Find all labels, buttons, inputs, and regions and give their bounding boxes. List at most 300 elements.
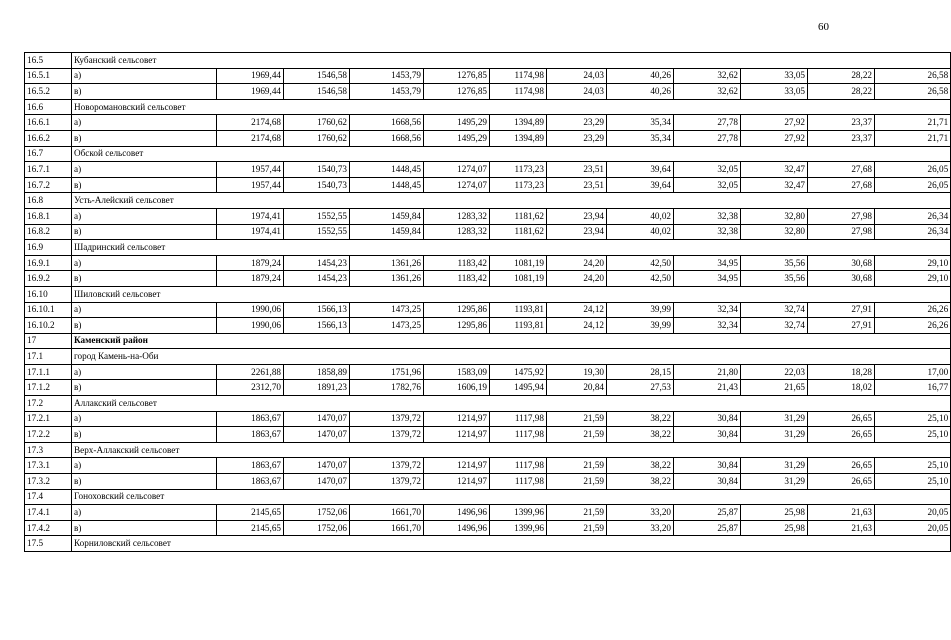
value-cell: 21,59 — [547, 505, 607, 521]
value-cell: 30,68 — [808, 255, 875, 271]
section-row — [25, 442, 951, 458]
value-cell: 22,03 — [741, 364, 808, 380]
value-cell: 25,10 — [875, 474, 951, 490]
value-cell: 1379,72 — [350, 474, 424, 490]
value-cell: 1473,25 — [350, 318, 424, 334]
value-cell: 1454,23 — [284, 255, 350, 271]
value-cell: 21,59 — [547, 427, 607, 443]
value-cell: 1276,85 — [424, 84, 490, 100]
value-cell: 30,84 — [674, 474, 741, 490]
value-cell: 21,59 — [547, 474, 607, 490]
value-cell: 32,47 — [741, 162, 808, 178]
value-cell: 28,22 — [808, 84, 875, 100]
value-cell: 32,38 — [674, 208, 741, 224]
table-body — [25, 53, 951, 552]
row-code: 17.2 — [25, 396, 72, 412]
value-cell: 26,34 — [875, 208, 951, 224]
value-cell: 40,02 — [607, 208, 674, 224]
row-code: 16.10.1 — [25, 302, 72, 318]
value-cell: 21,65 — [741, 380, 808, 396]
value-cell: 32,38 — [674, 224, 741, 240]
section-row — [25, 193, 951, 209]
row-label: в) — [72, 224, 217, 240]
value-cell: 38,22 — [607, 427, 674, 443]
section-row — [25, 286, 951, 302]
value-cell: 1540,73 — [284, 162, 350, 178]
value-cell: 26,65 — [808, 427, 875, 443]
value-cell: 1274,07 — [424, 162, 490, 178]
value-cell: 2174,68 — [217, 115, 284, 131]
row-code: 16.9 — [25, 240, 72, 256]
row-code: 16.7 — [25, 146, 72, 162]
row-title: Каменский район — [72, 333, 951, 349]
row-label: а) — [72, 411, 217, 427]
value-cell: 27,68 — [808, 162, 875, 178]
value-cell: 2174,68 — [217, 130, 284, 146]
value-cell: 1473,25 — [350, 302, 424, 318]
value-cell: 1552,55 — [284, 208, 350, 224]
value-cell: 24,20 — [547, 271, 607, 287]
value-cell: 29,10 — [875, 271, 951, 287]
row-code: 17.4.1 — [25, 505, 72, 521]
row-code: 16.5.1 — [25, 68, 72, 84]
section-row — [25, 240, 951, 256]
value-cell: 1858,89 — [284, 364, 350, 380]
value-cell: 1475,92 — [490, 364, 547, 380]
value-cell: 1470,07 — [284, 427, 350, 443]
value-cell: 21,59 — [547, 411, 607, 427]
value-cell: 33,20 — [607, 520, 674, 536]
value-cell: 1399,96 — [490, 505, 547, 521]
value-cell: 27,78 — [674, 130, 741, 146]
value-cell: 1117,98 — [490, 427, 547, 443]
table-row — [25, 318, 951, 334]
value-cell: 1752,06 — [284, 505, 350, 521]
value-cell: 35,56 — [741, 271, 808, 287]
value-cell: 29,10 — [875, 255, 951, 271]
value-cell: 1295,86 — [424, 318, 490, 334]
value-cell: 1760,62 — [284, 130, 350, 146]
value-cell: 1957,44 — [217, 177, 284, 193]
value-cell: 1974,41 — [217, 208, 284, 224]
value-cell: 32,05 — [674, 162, 741, 178]
value-cell: 32,05 — [674, 177, 741, 193]
row-title: Верх-Аллакский сельсовет — [72, 442, 951, 458]
value-cell: 1969,44 — [217, 84, 284, 100]
row-code: 16.9.1 — [25, 255, 72, 271]
row-code: 16.8.2 — [25, 224, 72, 240]
row-title: Шиловский сельсовет — [72, 286, 951, 302]
value-cell: 1081,19 — [490, 271, 547, 287]
row-title: город Камень-на-Оби — [72, 349, 951, 365]
value-cell: 33,20 — [607, 505, 674, 521]
table-row — [25, 162, 951, 178]
tariff-table — [24, 52, 951, 552]
value-cell: 1606,19 — [424, 380, 490, 396]
row-code: 16.5.2 — [25, 84, 72, 100]
section-row — [25, 53, 951, 69]
value-cell: 2312,70 — [217, 380, 284, 396]
value-cell: 26,26 — [875, 318, 951, 334]
value-cell: 27,98 — [808, 208, 875, 224]
value-cell: 1117,98 — [490, 458, 547, 474]
table-row — [25, 380, 951, 396]
row-code: 16.8.1 — [25, 208, 72, 224]
value-cell: 1183,42 — [424, 271, 490, 287]
value-cell: 1399,96 — [490, 520, 547, 536]
row-label: в) — [72, 84, 217, 100]
table-row — [25, 84, 951, 100]
row-label: а) — [72, 255, 217, 271]
row-code: 16.5 — [25, 53, 72, 69]
value-cell: 1361,26 — [350, 271, 424, 287]
value-cell: 1459,84 — [350, 208, 424, 224]
value-cell: 21,63 — [808, 520, 875, 536]
row-label: в) — [72, 318, 217, 334]
value-cell: 24,03 — [547, 84, 607, 100]
value-cell: 1453,79 — [350, 84, 424, 100]
value-cell: 40,02 — [607, 224, 674, 240]
value-cell: 23,37 — [808, 115, 875, 131]
value-cell: 38,22 — [607, 458, 674, 474]
value-cell: 1081,19 — [490, 255, 547, 271]
value-cell: 32,80 — [741, 224, 808, 240]
value-cell: 1181,62 — [490, 208, 547, 224]
value-cell: 1566,13 — [284, 318, 350, 334]
value-cell: 1583,09 — [424, 364, 490, 380]
value-cell: 1470,07 — [284, 474, 350, 490]
value-cell: 34,95 — [674, 255, 741, 271]
value-cell: 26,26 — [875, 302, 951, 318]
value-cell: 1181,62 — [490, 224, 547, 240]
value-cell: 42,50 — [607, 255, 674, 271]
row-label: в) — [72, 271, 217, 287]
value-cell: 33,05 — [741, 68, 808, 84]
value-cell: 1495,94 — [490, 380, 547, 396]
value-cell: 24,03 — [547, 68, 607, 84]
value-cell: 32,80 — [741, 208, 808, 224]
value-cell: 27,68 — [808, 177, 875, 193]
value-cell: 25,10 — [875, 458, 951, 474]
value-cell: 1174,98 — [490, 84, 547, 100]
value-cell: 27,92 — [741, 115, 808, 131]
value-cell: 26,65 — [808, 458, 875, 474]
value-cell: 18,28 — [808, 364, 875, 380]
value-cell: 24,12 — [547, 302, 607, 318]
value-cell: 30,84 — [674, 427, 741, 443]
value-cell: 27,91 — [808, 318, 875, 334]
row-code: 17.1.2 — [25, 380, 72, 396]
value-cell: 25,10 — [875, 427, 951, 443]
value-cell: 20,05 — [875, 520, 951, 536]
row-code: 16.6.2 — [25, 130, 72, 146]
value-cell: 40,26 — [607, 84, 674, 100]
value-cell: 1760,62 — [284, 115, 350, 131]
row-code: 17.4.2 — [25, 520, 72, 536]
value-cell: 32,34 — [674, 302, 741, 318]
value-cell: 16,77 — [875, 380, 951, 396]
value-cell: 18,02 — [808, 380, 875, 396]
value-cell: 39,99 — [607, 302, 674, 318]
value-cell: 1470,07 — [284, 458, 350, 474]
value-cell: 31,29 — [741, 474, 808, 490]
value-cell: 39,99 — [607, 318, 674, 334]
value-cell: 1174,98 — [490, 68, 547, 84]
value-cell: 1540,73 — [284, 177, 350, 193]
value-cell: 1752,06 — [284, 520, 350, 536]
value-cell: 1295,86 — [424, 302, 490, 318]
value-cell: 1974,41 — [217, 224, 284, 240]
value-cell: 1454,23 — [284, 271, 350, 287]
row-code: 17.2.1 — [25, 411, 72, 427]
value-cell: 31,29 — [741, 458, 808, 474]
value-cell: 25,98 — [741, 520, 808, 536]
value-cell: 24,12 — [547, 318, 607, 334]
row-title: Гоноховский сельсовет — [72, 489, 951, 505]
value-cell: 1470,07 — [284, 411, 350, 427]
value-cell: 2145,65 — [217, 520, 284, 536]
row-label: а) — [72, 115, 217, 131]
value-cell: 30,84 — [674, 411, 741, 427]
row-code: 16.8 — [25, 193, 72, 209]
value-cell: 20,84 — [547, 380, 607, 396]
value-cell: 1969,44 — [217, 68, 284, 84]
table-row — [25, 427, 951, 443]
value-cell: 42,50 — [607, 271, 674, 287]
row-code: 16.6 — [25, 99, 72, 115]
value-cell: 25,98 — [741, 505, 808, 521]
value-cell: 1274,07 — [424, 177, 490, 193]
value-cell: 1214,97 — [424, 458, 490, 474]
value-cell: 1117,98 — [490, 474, 547, 490]
section-row — [25, 146, 951, 162]
value-cell: 1863,67 — [217, 474, 284, 490]
value-cell: 1394,89 — [490, 115, 547, 131]
value-cell: 1863,67 — [217, 458, 284, 474]
value-cell: 38,22 — [607, 411, 674, 427]
value-cell: 2261,88 — [217, 364, 284, 380]
value-cell: 1193,81 — [490, 302, 547, 318]
table-row — [25, 208, 951, 224]
table-row — [25, 177, 951, 193]
value-cell: 1496,96 — [424, 520, 490, 536]
table-row — [25, 458, 951, 474]
value-cell: 23,29 — [547, 115, 607, 131]
value-cell: 25,87 — [674, 520, 741, 536]
row-code: 17.3.1 — [25, 458, 72, 474]
value-cell: 21,59 — [547, 520, 607, 536]
row-label: а) — [72, 162, 217, 178]
row-label: в) — [72, 130, 217, 146]
value-cell: 1879,24 — [217, 271, 284, 287]
row-label: в) — [72, 520, 217, 536]
row-code: 17.3.2 — [25, 474, 72, 490]
value-cell: 27,78 — [674, 115, 741, 131]
row-label: в) — [72, 474, 217, 490]
value-cell: 34,95 — [674, 271, 741, 287]
value-cell: 32,47 — [741, 177, 808, 193]
value-cell: 32,62 — [674, 68, 741, 84]
table-row — [25, 411, 951, 427]
value-cell: 35,56 — [741, 255, 808, 271]
table-row — [25, 302, 951, 318]
value-cell: 1283,32 — [424, 208, 490, 224]
value-cell: 39,64 — [607, 162, 674, 178]
table-row — [25, 364, 951, 380]
row-title: Обской сельсовет — [72, 146, 951, 162]
row-title: Шадринский сельсовет — [72, 240, 951, 256]
row-code: 17.3 — [25, 442, 72, 458]
row-label: в) — [72, 380, 217, 396]
row-code: 16.9.2 — [25, 271, 72, 287]
row-title: Усть-Алейский сельсовет — [72, 193, 951, 209]
value-cell: 23,51 — [547, 177, 607, 193]
value-cell: 28,22 — [808, 68, 875, 84]
row-code: 17.1 — [25, 349, 72, 365]
value-cell: 27,92 — [741, 130, 808, 146]
row-code: 17 — [25, 333, 72, 349]
value-cell: 20,05 — [875, 505, 951, 521]
value-cell: 32,62 — [674, 84, 741, 100]
row-code: 16.10.2 — [25, 318, 72, 334]
value-cell: 23,29 — [547, 130, 607, 146]
section-row — [25, 536, 951, 552]
row-title: Новоромановский сельсовет — [72, 99, 951, 115]
value-cell: 23,51 — [547, 162, 607, 178]
value-cell: 26,58 — [875, 68, 951, 84]
value-cell: 1193,81 — [490, 318, 547, 334]
table-row — [25, 505, 951, 521]
value-cell: 1661,70 — [350, 505, 424, 521]
row-label: а) — [72, 505, 217, 521]
row-code: 16.7.2 — [25, 177, 72, 193]
value-cell: 1173,23 — [490, 162, 547, 178]
value-cell: 1379,72 — [350, 427, 424, 443]
value-cell: 28,15 — [607, 364, 674, 380]
value-cell: 32,74 — [741, 302, 808, 318]
value-cell: 1546,58 — [284, 68, 350, 84]
row-label: в) — [72, 427, 217, 443]
value-cell: 1782,76 — [350, 380, 424, 396]
value-cell: 1283,32 — [424, 224, 490, 240]
value-cell: 1957,44 — [217, 162, 284, 178]
value-cell: 1276,85 — [424, 68, 490, 84]
row-title: Корниловский сельсовет — [72, 536, 951, 552]
value-cell: 21,59 — [547, 458, 607, 474]
table-row — [25, 130, 951, 146]
value-cell: 1117,98 — [490, 411, 547, 427]
value-cell: 30,84 — [674, 458, 741, 474]
table-row — [25, 474, 951, 490]
value-cell: 27,98 — [808, 224, 875, 240]
value-cell: 1453,79 — [350, 68, 424, 84]
value-cell: 1891,23 — [284, 380, 350, 396]
table-row — [25, 115, 951, 131]
value-cell: 1751,96 — [350, 364, 424, 380]
value-cell: 26,05 — [875, 177, 951, 193]
value-cell: 31,29 — [741, 427, 808, 443]
value-cell: 33,05 — [741, 84, 808, 100]
value-cell: 1879,24 — [217, 255, 284, 271]
value-cell: 25,10 — [875, 411, 951, 427]
row-label: а) — [72, 458, 217, 474]
value-cell: 26,65 — [808, 474, 875, 490]
value-cell: 17,00 — [875, 364, 951, 380]
value-cell: 1379,72 — [350, 458, 424, 474]
value-cell: 24,20 — [547, 255, 607, 271]
value-cell: 27,91 — [808, 302, 875, 318]
value-cell: 1361,26 — [350, 255, 424, 271]
value-cell: 23,94 — [547, 224, 607, 240]
row-code: 16.7.1 — [25, 162, 72, 178]
value-cell: 1183,42 — [424, 255, 490, 271]
value-cell: 19,30 — [547, 364, 607, 380]
table-row — [25, 520, 951, 536]
value-cell: 21,63 — [808, 505, 875, 521]
value-cell: 1863,67 — [217, 427, 284, 443]
value-cell: 1394,89 — [490, 130, 547, 146]
value-cell: 1661,70 — [350, 520, 424, 536]
value-cell: 31,29 — [741, 411, 808, 427]
value-cell: 26,65 — [808, 411, 875, 427]
value-cell: 1448,45 — [350, 162, 424, 178]
row-code: 17.5 — [25, 536, 72, 552]
value-cell: 35,34 — [607, 115, 674, 131]
value-cell: 1990,06 — [217, 318, 284, 334]
value-cell: 23,37 — [808, 130, 875, 146]
row-code: 16.6.1 — [25, 115, 72, 131]
value-cell: 2145,65 — [217, 505, 284, 521]
value-cell: 1496,96 — [424, 505, 490, 521]
section-row — [25, 489, 951, 505]
row-code: 17.4 — [25, 489, 72, 505]
value-cell: 38,22 — [607, 474, 674, 490]
table-row — [25, 68, 951, 84]
section-row — [25, 396, 951, 412]
row-code: 16.10 — [25, 286, 72, 302]
section-row — [25, 99, 951, 115]
value-cell: 21,43 — [674, 380, 741, 396]
value-cell: 1546,58 — [284, 84, 350, 100]
value-cell: 1173,23 — [490, 177, 547, 193]
value-cell: 1495,29 — [424, 115, 490, 131]
value-cell: 1459,84 — [350, 224, 424, 240]
row-label: а) — [72, 302, 217, 318]
district-row — [25, 333, 951, 349]
value-cell: 30,68 — [808, 271, 875, 287]
value-cell: 21,71 — [875, 130, 951, 146]
row-title: Аллакский сельсовет — [72, 396, 951, 412]
value-cell: 26,58 — [875, 84, 951, 100]
value-cell: 23,94 — [547, 208, 607, 224]
value-cell: 1566,13 — [284, 302, 350, 318]
value-cell: 1990,06 — [217, 302, 284, 318]
value-cell: 26,05 — [875, 162, 951, 178]
value-cell: 1214,97 — [424, 427, 490, 443]
value-cell: 1214,97 — [424, 474, 490, 490]
row-code: 17.1.1 — [25, 364, 72, 380]
value-cell: 1448,45 — [350, 177, 424, 193]
value-cell: 39,64 — [607, 177, 674, 193]
value-cell: 32,74 — [741, 318, 808, 334]
row-code: 17.2.2 — [25, 427, 72, 443]
value-cell: 40,26 — [607, 68, 674, 84]
value-cell: 1668,56 — [350, 115, 424, 131]
table-row — [25, 255, 951, 271]
value-cell: 1552,55 — [284, 224, 350, 240]
table-row — [25, 271, 951, 287]
value-cell: 1214,97 — [424, 411, 490, 427]
